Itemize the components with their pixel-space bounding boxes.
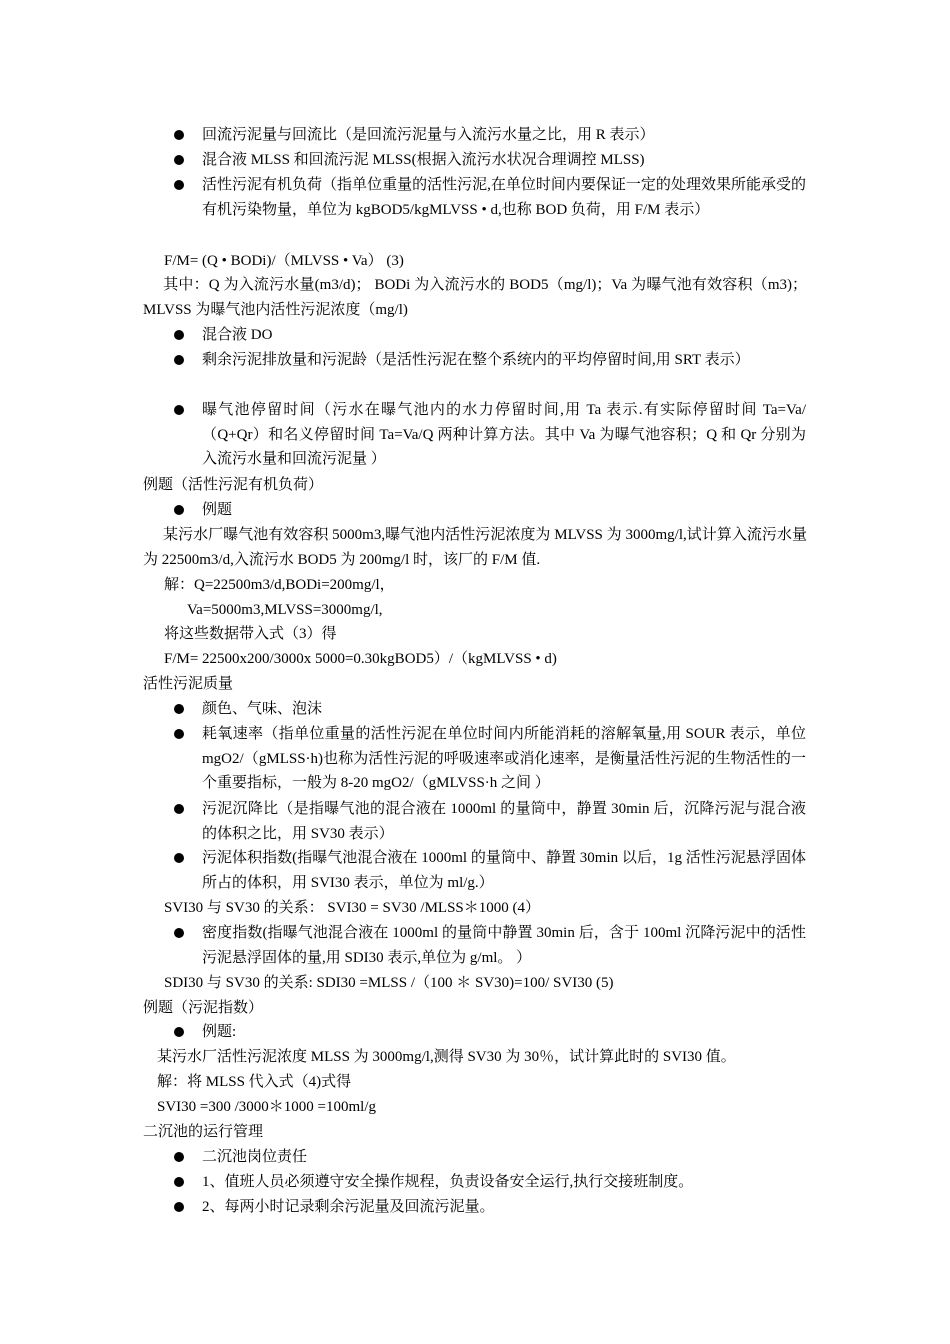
bullet-dot: [174, 729, 184, 739]
bullet-do: 混合液 DO: [174, 323, 806, 348]
example1-bullet: 例题: [174, 498, 806, 523]
example1-solution-line: Va=5000m3,MLVSS=3000mg/l,: [187, 602, 383, 618]
bullet-srt: 剩余污泥排放量和污泥龄（是活性污泥在整个系统内的平均停留时间,用 SRT 表示）: [174, 348, 806, 373]
bullet-dot: [174, 130, 184, 140]
bullet-oxygen-uptake: 耗氧速率（指单位重量的活性污泥在单位时间内所能消耗的溶解氧量,用 SOUR 表示，单位 mgO2/（gMLSS·h)也称为活性污泥的呼吸速率或消化速率，是衡量活性污泥的生物活性的一个重要指标，一般为 8-20 mgO2/（gMLVSS·h 之间 ）: [174, 722, 806, 796]
example2-heading: 例题（污泥指数）: [143, 1000, 264, 1016]
bullet-dot: [174, 1027, 184, 1037]
bullet-dot: [174, 180, 184, 190]
bullet-dot: [174, 155, 184, 165]
bullet-clarifier-duty: 二沉池岗位责任: [174, 1145, 806, 1170]
bullet-dot: [174, 505, 184, 515]
bullet-dot: [174, 405, 184, 415]
bullet-dot: [174, 330, 184, 340]
bullet-dot: [174, 1152, 184, 1162]
bullet-color-odor-foam: 颜色、气味、泡沫: [174, 697, 806, 722]
formula-3-note: 其中：Q 为入流污水量(m3/d)； BODi 为入流污水的 BOD5（mg/l)；Va 为曝气池有效容积（m3)；MLVSS 为曝气池内活性污泥浓度（mg/l): [143, 277, 807, 318]
bullet-dot: [174, 853, 184, 863]
bullet-organic-load: 活性污泥有机负荷（指单位重量的活性污泥,在单位时间内要保证一定的处理效果所能承受的有机污染物量，单位为 kgBOD5/kgMLVSS • d,也称 BOD 负荷，用 F/M 表示）: [174, 173, 806, 222]
example1-heading: 例题（活性污泥有机负荷）: [143, 477, 324, 493]
example2-question: 某污水厂活性污泥浓度 MLSS 为 3000mg/l,测得 SV30 为 30％，试计算此时的 SVI30 值。: [157, 1049, 736, 1065]
example1-solution-line: 将这些数据带入式（3）得: [164, 626, 337, 642]
bullet-dot: [174, 1202, 184, 1212]
quality-heading: 活性污泥质量: [143, 676, 234, 692]
bullet-dot: [174, 928, 184, 938]
bullet-settling-ratio: 污泥沉降比（是指曝气池的混合液在 1000ml 的量筒中，静置 30min 后，沉降污泥与混合液的体积之比，用 SV30 表示）: [174, 797, 806, 846]
formula-5: SDI30 与 SV30 的关系: SDI30 =MLSS /（100 ＊ SV30)=100/ SVI30 (5): [164, 975, 614, 991]
example1-solution-line: 解：Q=22500m3/d,BODi=200mg/l，: [164, 577, 395, 593]
example2-bullet: 例题:: [174, 1020, 806, 1045]
bullet-dot: [174, 704, 184, 714]
bullet-dot: [174, 1177, 184, 1187]
bullet-mlss: 混合液 MLSS 和回流污泥 MLSS(根据入流污水状况合理调控 MLSS): [174, 148, 806, 173]
bullet-clarifier-rule-1: 1、值班人员必须遵守安全操作规程，负责设备安全运行,执行交接班制度。: [174, 1170, 806, 1195]
bullet-clarifier-rule-2: 2、每两小时记录剩余污泥量及回流污泥量。: [174, 1195, 806, 1220]
clarifier-heading: 二沉池的运行管理: [143, 1124, 264, 1140]
example2-solution-line: SVI30 =300 /3000＊1000 =100ml/g: [157, 1099, 377, 1115]
bullet-dot: [174, 355, 184, 365]
bullet-volume-index: 污泥体积指数(指曝气池混合液在 1000ml 的量筒中、静置 30min 以后，1g 活性污泥悬浮固体所占的体积，用 SVI30 表示，单位为 ml/g.）: [174, 846, 806, 895]
bullet-dot: [174, 804, 184, 814]
formula-4: SVI30 与 SV30 的关系： SVI30 = SV30 /MLSS＊1000 (4）: [164, 900, 540, 916]
example1-solution-line: F/M= 22500x200/3000x 5000=0.30kgBOD5）/（kgMLVSS • d): [164, 651, 557, 667]
bullet-retention-time: 曝气池停留时间（污水在曝气池内的水力停留时间,用 Ta 表示.有实际停留时间 Ta=Va/（Q+Qr）和名义停留时间 Ta=Va/Q 两种计算方法。其中 Va 为曝气池容积；Q 和 Qr 分别为入流污水量和回流污泥量 ）: [174, 398, 806, 472]
example2-solution-line: 解：将 MLSS 代入式（4)式得: [157, 1074, 352, 1090]
formula-3: F/M= (Q • BODi)/（MLVSS • Va） (3): [164, 253, 404, 269]
bullet-return-sludge: 回流污泥量与回流比（是回流污泥量与入流污水量之比，用 R 表示）: [174, 123, 806, 148]
bullet-density-index: 密度指数(指曝气池混合液在 1000ml 的量筒中静置 30min 后，含于 100ml 沉降污泥中的活性污泥悬浮固体的量,用 SDI30 表示,单位为 g/ml。 ）: [174, 921, 806, 970]
example1-question: 某污水厂曝气池有效容积 5000m3,曝气池内活性污泥浓度为 MLVSS 为 3000mg/l,试计算入流污水量为 22500m3/d,入流污水 BOD5 为 200mg/l 时，该厂的 F/M 值.: [143, 527, 807, 568]
